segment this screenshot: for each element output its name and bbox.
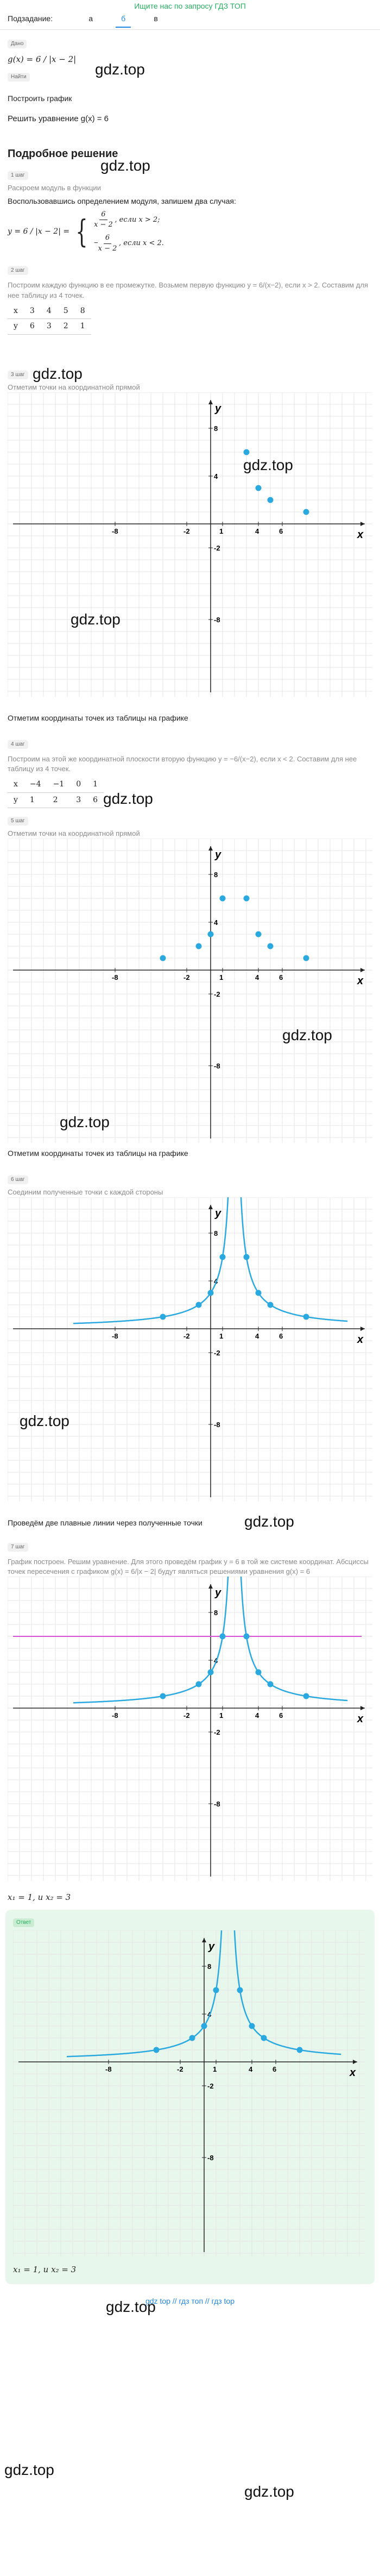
- watermark: gdz.top: [95, 61, 145, 78]
- watermark: gdz.top: [100, 157, 150, 174]
- curve-left: [67, 1930, 224, 2056]
- data-point: [220, 1634, 226, 1640]
- y-tick-label: 8: [214, 1609, 218, 1617]
- watermark: gdz.top: [4, 2461, 54, 2478]
- data-point: [213, 1987, 219, 1993]
- given-badge: Дано: [8, 40, 27, 48]
- x-axis-arrow: [360, 522, 365, 526]
- data-point: [256, 1290, 262, 1296]
- case-1: $\frac{6}{x - 2}$ , если x > 2;: [94, 210, 160, 229]
- step1-text2: Воспользовавшись определением модуля, запишем два случая:: [8, 196, 236, 205]
- data-point: [196, 943, 202, 949]
- data-point: [244, 1634, 250, 1640]
- y-axis-label: y: [215, 1208, 221, 1220]
- find-task-1: Построить график: [8, 94, 72, 103]
- curve-right: [239, 1577, 347, 1700]
- x-axis-label: x: [350, 2067, 356, 2079]
- y-tick-label: -8: [214, 1421, 220, 1429]
- y-axis-arrow: [208, 1584, 213, 1589]
- data-point: [244, 1254, 250, 1260]
- curve-right: [232, 1930, 341, 2054]
- y-axis-arrow: [208, 1205, 213, 1209]
- x-tick-label: 4: [255, 973, 259, 982]
- graph-answer: [13, 1930, 365, 2256]
- watermark: gdz.top: [244, 2483, 294, 2500]
- subtask-label: Подзадание:: [8, 14, 53, 23]
- data-point: [268, 1681, 274, 1687]
- data-point: [220, 1254, 226, 1260]
- step6-caption: Проведём две плавные линии через полученные точки: [8, 1518, 202, 1528]
- x-axis-arrow: [360, 968, 365, 972]
- x-axis-arrow: [353, 2060, 357, 2064]
- graph-step3: [8, 392, 372, 697]
- data-point: [196, 1302, 202, 1308]
- find-task-2: Решить уравнение g(x) = 6: [8, 114, 109, 123]
- watermark: gdz.top: [282, 1027, 332, 1043]
- tab-v[interactable]: в: [154, 14, 158, 23]
- x-tick-label: 4: [255, 1711, 259, 1720]
- data-point: [244, 896, 250, 902]
- answer-block: [5, 1910, 375, 2284]
- y-tick-label: 4: [214, 472, 218, 481]
- y-axis-arrow: [208, 846, 213, 851]
- step5-text: Отметим точки на координатной прямой: [8, 829, 140, 838]
- x-tick-label: -2: [183, 527, 190, 536]
- x-tick-label: 1: [219, 1711, 224, 1720]
- piecewise-cases: [94, 210, 164, 254]
- x-tick-label: 1: [213, 2065, 217, 2074]
- data-point: [196, 1681, 202, 1687]
- step7-badge: 7 шаг: [8, 1543, 28, 1552]
- x-tick-label: 4: [249, 2065, 253, 2074]
- y-axis-label: y: [215, 403, 221, 415]
- y-tick-label: 8: [214, 1229, 218, 1238]
- graph-step7: [8, 1577, 372, 1881]
- step6-badge: 6 шаг: [8, 1176, 28, 1184]
- piecewise-formula: [8, 210, 164, 253]
- graph-step5: [8, 839, 372, 1143]
- x-tick-label: -8: [112, 1332, 118, 1341]
- data-point: [249, 2023, 255, 2029]
- watermark: gdz.top: [71, 611, 121, 628]
- y-tick-label: -8: [214, 1800, 220, 1809]
- y-tick-label: -8: [207, 2154, 214, 2162]
- step1-badge: 1 шаг: [8, 171, 28, 180]
- y-tick-label: -2: [214, 544, 220, 553]
- step2-text: Построим каждую функцию в ее промежутке. Возьмем первую функцию y = 6/(x−2), если x > 2. Составим для нее таблицу из 4 точек.: [8, 281, 368, 299]
- top-link[interactable]: Ищите нас по запросу ГДЗ ТОП: [134, 2, 246, 10]
- data-point: [256, 931, 262, 937]
- step1-text1: Раскроем модуль в функции: [8, 183, 101, 192]
- step3-text: Отметим точки на координатной прямой: [8, 383, 140, 391]
- answer-badge: Ответ: [13, 1918, 34, 1927]
- y-axis-label: y: [215, 1587, 221, 1599]
- data-point: [208, 931, 214, 937]
- x-tick-label: -2: [183, 1332, 190, 1341]
- x-tick-label: 6: [279, 527, 283, 536]
- x-tick-label: 6: [279, 1332, 283, 1341]
- tab-a[interactable]: a: [88, 14, 93, 23]
- y-axis-arrow: [202, 1938, 206, 1942]
- x-axis-label: x: [357, 1713, 364, 1725]
- data-point: [256, 1670, 262, 1675]
- y-axis-label: y: [208, 1941, 215, 1953]
- x-tick-label: 1: [219, 973, 224, 982]
- footer-links[interactable]: gdz top // гдз топ // гдз top: [145, 2297, 235, 2306]
- y-tick-label: 4: [214, 1277, 218, 1286]
- data-point: [220, 896, 226, 902]
- x-tick-label: -2: [183, 973, 190, 982]
- x-axis-label: x: [357, 529, 364, 541]
- step5-badge: 5 шаг: [8, 817, 28, 826]
- tab-b[interactable]: б: [107, 14, 140, 24]
- data-point: [261, 2035, 267, 2041]
- watermark: gdz.top: [243, 457, 293, 473]
- data-point: [303, 1693, 309, 1699]
- watermark: gdz.top: [20, 1412, 69, 1429]
- answer-result: x₁ = 1, и x₂ = 3: [13, 2265, 77, 2275]
- x-axis-arrow: [360, 1327, 365, 1331]
- x-tick-label: 1: [219, 1332, 224, 1341]
- data-point: [237, 1987, 243, 1993]
- y-axis-arrow: [208, 400, 213, 404]
- data-point: [154, 2047, 160, 2053]
- data-point: [303, 509, 309, 515]
- data-point: [208, 1290, 214, 1296]
- case-2: − $\frac{6}{x - 2}$ , если x < 2.: [94, 234, 164, 253]
- curve-left: [73, 1577, 230, 1703]
- step7-text: График построен. Решим уравнение. Для этого проведём график y = 6 в той же системе координат. Абсциссы точек пересечения с графиком g(x) = 6/|x − 2| будут являться решениями уравнения g(x) = 6: [8, 1557, 369, 1576]
- data-point: [268, 1302, 274, 1308]
- brace: {: [75, 213, 88, 251]
- x-axis-label: x: [357, 1334, 364, 1346]
- step4-text: Построим на этой же координатной плоскости вторую функцию y = −6/(x−2), если x < 2. Составим для нее таблицу из 4 точек.: [8, 754, 357, 773]
- curve-right: [239, 1197, 347, 1321]
- y-tick-label: -2: [214, 990, 220, 999]
- graph-step6: [8, 1197, 372, 1502]
- y-tick-label: -2: [214, 1349, 220, 1358]
- y-tick-label: -8: [214, 616, 220, 624]
- y-tick-label: 8: [214, 424, 218, 433]
- solution-heading: Подробное решение: [8, 147, 118, 160]
- given-block: [0, 36, 380, 1903]
- x-tick-label: 4: [255, 527, 259, 536]
- data-point: [256, 485, 262, 491]
- data-point: [268, 943, 274, 949]
- x-tick-label: 4: [255, 1332, 259, 1341]
- step3-badge: 3 шаг: [8, 371, 28, 379]
- given-formula: g(x) = 6 / |x − 2|: [8, 54, 77, 64]
- data-point: [201, 2023, 207, 2029]
- values-table-2: x −4 −1 0 1 y 1 2 3 6: [8, 777, 104, 808]
- watermark: gdz.top: [60, 1114, 110, 1130]
- x-tick-label: -8: [112, 973, 118, 982]
- y-tick-label: 4: [214, 918, 218, 927]
- y-axis-label: y: [215, 849, 221, 861]
- watermark: gdz.top: [244, 1513, 294, 1530]
- y-tick-label: -8: [214, 1062, 220, 1071]
- data-point: [208, 1670, 214, 1675]
- data-point: [160, 1314, 166, 1320]
- data-point: [303, 1314, 309, 1320]
- watermark: gdz.top: [33, 365, 83, 382]
- data-point: [189, 2035, 195, 2041]
- divider: [0, 29, 380, 30]
- y-tick-label: 8: [214, 871, 218, 879]
- x-tick-label: 6: [279, 1711, 283, 1720]
- x-tick-label: -2: [177, 2065, 183, 2074]
- y-tick-label: 4: [207, 2010, 212, 2019]
- data-point: [303, 955, 309, 961]
- curve-left: [73, 1197, 230, 1323]
- x-tick-label: -8: [112, 527, 118, 536]
- step2-badge: 2 шаг: [8, 266, 28, 275]
- x-tick-label: 6: [279, 973, 283, 982]
- data-point: [160, 1693, 166, 1699]
- watermark: gdz.top: [106, 2298, 156, 2315]
- piecewise-lhs: y = 6 / |x − 2| =: [8, 227, 70, 236]
- y-tick-label: 8: [207, 1962, 212, 1971]
- x-axis-arrow: [360, 1706, 365, 1710]
- find-badge: Найти: [8, 73, 30, 82]
- x-tick-label: 1: [219, 527, 224, 536]
- x-tick-label: -2: [183, 1711, 190, 1720]
- step5-caption: Отметим координаты точек из таблицы на графике: [8, 1149, 188, 1158]
- step3-caption: Отметим координаты точек из таблицы на графике: [8, 714, 188, 723]
- x-tick-label: -8: [112, 1711, 118, 1720]
- step4-badge: 4 шаг: [8, 740, 28, 749]
- step7-result: x₁ = 1, и x₂ = 3: [8, 1892, 71, 1903]
- y-tick-label: 4: [214, 1656, 218, 1665]
- subtask-nav: [0, 12, 380, 26]
- data-point: [268, 497, 274, 503]
- step6-text: Соединим полученные точки с каждой стороны: [8, 1188, 163, 1197]
- values-table-1: x 3 4 5 8 y 6 3 2 1: [8, 304, 91, 335]
- y-tick-label: -2: [207, 2082, 214, 2091]
- x-tick-label: -8: [105, 2065, 112, 2074]
- x-axis-label: x: [357, 975, 364, 987]
- watermark: gdz.top: [103, 790, 153, 807]
- x-tick-label: 6: [273, 2065, 277, 2074]
- data-point: [160, 955, 166, 961]
- y-tick-label: -2: [214, 1728, 220, 1737]
- data-point: [297, 2047, 303, 2053]
